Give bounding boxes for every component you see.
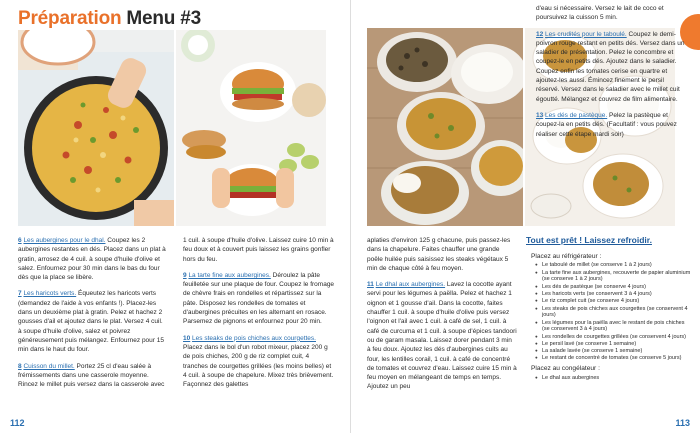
freezer-list xyxy=(531,375,691,382)
paella-illustration xyxy=(18,30,174,226)
list-item: ● La salade lavée (se conserve 1 semaine) xyxy=(535,348,691,355)
step-10-continued xyxy=(367,236,517,273)
step-6 xyxy=(18,236,168,282)
list-item: ● Les rondelles de courgettes grillées (se conservent 4 jours) xyxy=(535,334,691,341)
step-number: 8 xyxy=(18,362,22,370)
step-text: Coupez le demi-poivron rouge restant en petits dés. Versez dans un saladier de présentation. Pelez le concombre et coupez-le en petits dés. Ajoutez dans le saladier. Coupez enfin les tomates cerise en quartre et ajoutez-les aussi. Émincez finement le persil réservé. Versez dans le saladier avec le millet cuit égoutté. Mélangez et couvrez de film alimentaire. xyxy=(536,30,685,103)
list-item: ● Le restant de concentré de tomates (se conserve 5 jours) xyxy=(535,355,691,362)
step-heading: Cuisson du millet. xyxy=(23,362,75,370)
dhal-illustration xyxy=(367,28,523,226)
photo-paella xyxy=(18,30,174,226)
step-number: 12 xyxy=(536,30,544,38)
step-text: Déroulez la pâte feuilletée sur une plaque de four. Coupez le fromage de chèvre frais en rondelles et répartissez sur la pâte. Disposez les rondelles de tomates et d'aubergines précuites en les alternant en rosace. Parsemez de pignons et enfournez pour 20 min. xyxy=(183,271,335,326)
burger-illustration xyxy=(176,30,326,226)
photo-burgers xyxy=(176,30,326,226)
step-12 xyxy=(536,30,686,104)
step-number: 11 xyxy=(367,281,374,289)
storage-instructions xyxy=(531,250,691,382)
page-number-left: 112 xyxy=(10,418,25,428)
step-text: Lavez la cocotte ayant servi pour les légumes à paëlla. Pelez et hachez 1 oignon et 1 gousse d'ail. Dans la cocotte, faites chauffer 1 cuil. à soupe d'huile d'olive puis versez l'oignon et l'ail avec 1 cuil. à café de sel, 1 cuil. à café de curcuma et 1 cuil. à soupe d'épices tandoori ou de garam masala. Laissez dorer pendant 3 min à feu doux. Ajoutez les dés d'aubergines cuits au four, les lentilles corail, 1 cuil. à café de concentré de tomates et couvrez d'eau. Laissez cuire 15 min à feu moyen en mélangeant de temps en temps. Ajoutez un peu xyxy=(367,281,517,391)
freezer-heading: Placez au congélateur : xyxy=(531,365,600,373)
step-heading: Les crudités pour le taboulé. xyxy=(545,30,627,38)
step-number: 10 xyxy=(183,334,191,342)
list-item: ● Les steaks de pois chiches aux courgettes (se conservent 4 jours) xyxy=(535,306,691,319)
list-item: ● Les dés de pastèque (se conserve 4 jours) xyxy=(535,284,691,291)
list-item: ● Les haricots verts (se conservent 3 à 4 jours) xyxy=(535,291,691,298)
step-number: 6 xyxy=(18,237,22,244)
list-item: ● La tarte fine aux aubergines, recouverte de papier aluminium (se conserve 1 à 2 jours) xyxy=(535,270,691,283)
list-item: ● Le riz complet cuit (se conserve 4 jours) xyxy=(535,298,691,305)
step-text: Pelez la pastèque et coupez-la en petits dés. (Facultatif : vous pouvez réaliser cette étape mardi soir) xyxy=(536,111,677,138)
text-column-2 xyxy=(183,236,335,389)
step-text: aplaties d'environ 125 g chacune, puis passez-les dans la chapelure. Faites chauffer une grande poêle huilée puis saisissez les steaks végétaux 5 min de chaque côté à feu moyen. xyxy=(367,237,511,272)
title-menu: Menu #3 xyxy=(126,8,202,29)
right-page xyxy=(350,0,700,433)
step-number: 13 xyxy=(536,111,544,119)
step-heading: Les aubergines pour le dhal. xyxy=(23,237,106,244)
step-text: Coupez les 2 aubergines restantes en dés. Placez dans un plat à gratin, arrosez de 4 cuil. à soupe d'huile d'olive et salez. Enfournez pour 30 min dans le bas du four dès que la place se libère. xyxy=(18,237,166,282)
step-heading: Les dés de pastèque. xyxy=(545,111,608,119)
step-7 xyxy=(18,289,168,354)
step-text: Portez 25 cl d'eau salée à frémissements dans une casserole moyenne. Rincez le millet puis versez dans la casserole avec xyxy=(18,362,165,389)
step-text: Placez dans le bol d'un robot mixeur, placez 200 g de pois chiches, 200 g de riz complet cuit, 4 tranches de courgettes grillées (les moins belles) et 4 cuil. à soupe de chapelure. Mixez très brièvement. Façonnez des galettes xyxy=(183,343,334,389)
photo-dhal xyxy=(367,28,523,226)
step-heading: Les steaks de pois chiches aux courgettes. xyxy=(192,334,316,342)
step-13 xyxy=(536,111,686,139)
step-heading: La tarte fine aux aubergines. xyxy=(188,271,271,279)
title-preparation: Préparation xyxy=(18,8,122,29)
text-column-3 xyxy=(367,236,517,392)
page-title xyxy=(18,8,201,30)
step-heading: Le dhal aux aubergines. xyxy=(375,281,446,289)
step-text: Équeutez les haricots verts (demandez de l'aide à vos enfants !). Placez-les dans un deuxième plat à gratin. Pelez et hachez 2 gousses d'ail et ajoutez dans le plat. Versez 4 cuil. à soupe d'huile d'olive, salez et poivrez généreusement puis mélangez. Enfournez pour 15 min dans le haut du four. xyxy=(18,290,164,354)
step-heading: Les haricots verts. xyxy=(23,290,77,298)
list-item: ● Le dhal aux aubergines xyxy=(535,375,691,382)
step-8 xyxy=(18,362,168,390)
step-10 xyxy=(183,334,335,390)
fridge-heading: Placez au réfrigérateur : xyxy=(531,253,602,260)
step-9 xyxy=(183,271,335,327)
ready-heading: Tout est prêt ! Laissez refroidir. xyxy=(526,235,652,245)
step-text: 1 cuil. à soupe d'huile d'olive. Laissez cuire 10 min à feu doux et à couvert puis laissez les grains gonfler hors du feu. xyxy=(183,237,334,263)
step-number: 9 xyxy=(183,271,187,279)
step-11-continued xyxy=(536,4,686,23)
list-item: ● Les légumes pour la paëlla avec le restant de pois chiches (se conservent 3 à 4 jours) xyxy=(535,320,691,333)
step-number: 7 xyxy=(18,290,22,298)
list-item: ● Le persil lavé (se conserve 1 semaine) xyxy=(535,341,691,348)
page-number-right: 113 xyxy=(675,418,690,428)
fridge-list xyxy=(531,262,691,362)
list-item: ● Le taboulé de millet (se conserve 1 à 2 jours) xyxy=(535,262,691,269)
step-11 xyxy=(367,280,517,392)
step-8-continued xyxy=(183,236,335,264)
text-column-1 xyxy=(18,236,168,389)
step-text: d'eau si nécessaire. Versez le lait de coco et poursuivez la cuisson 5 min. xyxy=(536,5,664,22)
text-column-4 xyxy=(536,4,686,139)
